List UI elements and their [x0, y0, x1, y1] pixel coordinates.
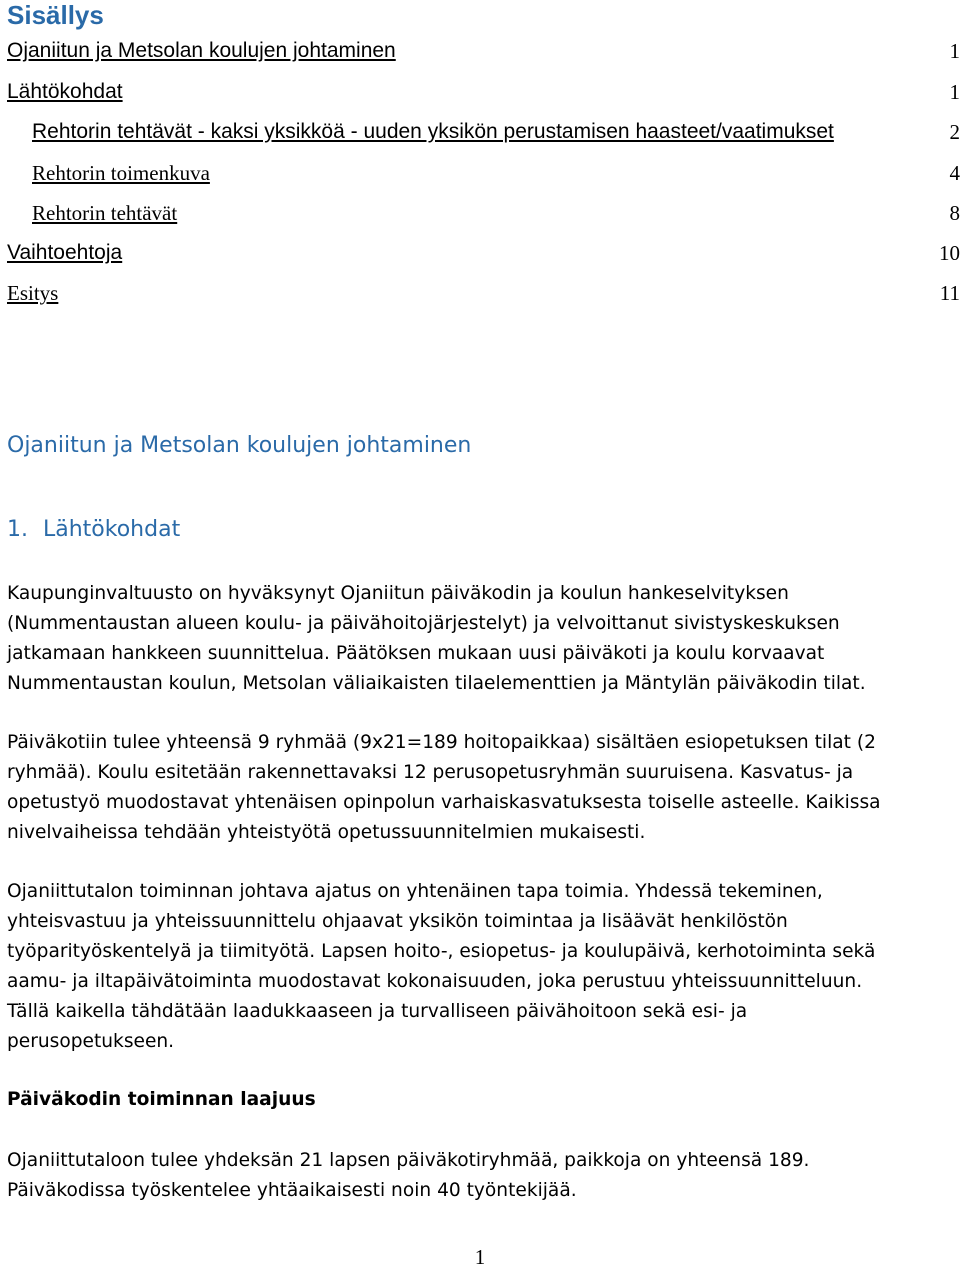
paragraph-line: ryhmää). Koulu esitetään rakennettavaksi 12 perusopetusryhmän suuruisena. Kasvatus- ja: [7, 758, 957, 788]
paragraph-line: jatkamaan hankkeen suunnittelua. Päätöksen mukaan uusi päiväkoti ja koulu korvaavat: [7, 639, 957, 669]
heading-toiminnan-laajuus: Päiväkodin toiminnan laajuus: [7, 1085, 316, 1115]
heading-johtaminen: Ojaniitun ja Metsolan koulujen johtaminen: [7, 430, 471, 462]
paragraph-line: Ojaniittutaloon tulee yhdeksän 21 lapsen päiväkotiryhmää, paikkoja on yhteensä 189.: [7, 1146, 957, 1176]
paragraph-toiminta-ajatus: [7, 877, 957, 1057]
toc-entry-label: Esitys: [7, 279, 58, 307]
toc-entry-page: 1: [950, 78, 960, 106]
toc-entry-label: Lähtökohdat: [7, 78, 123, 106]
paragraph-line: Kaupunginvaltuusto on hyväksynyt Ojaniitun päiväkodin ja koulun hankeselvityksen: [7, 579, 957, 609]
paragraph-line: Nummentaustan koulun, Metsolan väliaikaisten tilaelementtien ja Mäntylän päiväkodin tilat.: [7, 669, 957, 699]
toc-entry-rehtorin-toimenkuva[interactable]: [32, 159, 960, 187]
paragraph-line: opetustyö muodostavat yhtenäisen opinpolun varhaiskasvatuksesta toiselle asteelle. Kaikissa: [7, 788, 957, 818]
toc-title: Sisällys: [7, 0, 104, 30]
toc-entry-label: Ojaniitun ja Metsolan koulujen johtaminen: [7, 37, 396, 65]
toc-entry-page: 1: [950, 37, 960, 65]
toc-entry-label: Rehtorin tehtävät: [32, 199, 177, 227]
toc-entry-page: 11: [940, 279, 960, 307]
section-number: 1.: [7, 513, 43, 547]
paragraph-line: aamu- ja iltapäivätoiminta muodostavat kokonaisuuden, joka perustuu yhteissuunnitteluun.: [7, 967, 957, 997]
paragraph-line: työparityöskentelyä ja tiimityötä. Lapsen hoito-, esiopetus- ja koulupäivä, kerhotoiminta sekä: [7, 937, 957, 967]
toc-entry-vaihtoehtoja[interactable]: [7, 239, 960, 267]
paragraph-line: Päiväkodissa työskentelee yhtäaikaisesti noin 40 työntekijää.: [7, 1176, 957, 1206]
toc-entry-lahtokohdat[interactable]: [7, 78, 960, 106]
toc-entry-johtaminen[interactable]: [7, 37, 960, 65]
paragraph-line: perusopetukseen.: [7, 1027, 957, 1057]
toc-entry-label: Vaihtoehtoja: [7, 239, 122, 267]
paragraph-laajuus: [7, 1146, 957, 1206]
toc-entry-page: 10: [939, 239, 960, 267]
paragraph-line: Tällä kaikella tähdätään laadukkaaseen ja turvalliseen päivähoitoon sekä esi- ja: [7, 997, 957, 1027]
toc-entry-rehtorin-tehtavat-kaksi-yksikkoa[interactable]: [32, 118, 960, 146]
paragraph-ryhmat: [7, 728, 957, 848]
toc-entry-page: 4: [950, 159, 960, 187]
toc-entry-page: 2: [950, 118, 960, 146]
paragraph-line: nivelvaiheissa tehdään yhteistyötä opetussuunnitelmien mukaisesti.: [7, 818, 957, 848]
section-title: Lähtökohdat: [43, 517, 180, 542]
heading-lahtokohdat: [7, 513, 180, 547]
page-number: 1: [0, 1244, 960, 1270]
toc-entry-rehtorin-tehtavat[interactable]: [32, 199, 960, 227]
toc-entry-page: 8: [950, 199, 960, 227]
toc-entry-label: Rehtorin toimenkuva: [32, 159, 210, 187]
paragraph-hankeselvitys: [7, 579, 957, 699]
toc-entry-esitys[interactable]: [7, 279, 960, 307]
paragraph-line: Ojaniittutalon toiminnan johtava ajatus on yhtenäinen tapa toimia. Yhdessä tekeminen,: [7, 877, 957, 907]
paragraph-line: Päiväkotiin tulee yhteensä 9 ryhmää (9x21=189 hoitopaikkaa) sisältäen esiopetuksen tilat (2: [7, 728, 957, 758]
paragraph-line: (Nummentaustan alueen koulu- ja päivähoitojärjestelyt) ja velvoittanut sivistyskeskuksen: [7, 609, 957, 639]
toc-entry-label: Rehtorin tehtävät - kaksi yksikköä - uuden yksikön perustamisen haasteet/vaatimukset: [32, 118, 834, 146]
paragraph-line: yhteisvastuu ja yhteissuunnittelu ohjaavat yksikön toimintaa ja lisäävät henkilöstön: [7, 907, 957, 937]
